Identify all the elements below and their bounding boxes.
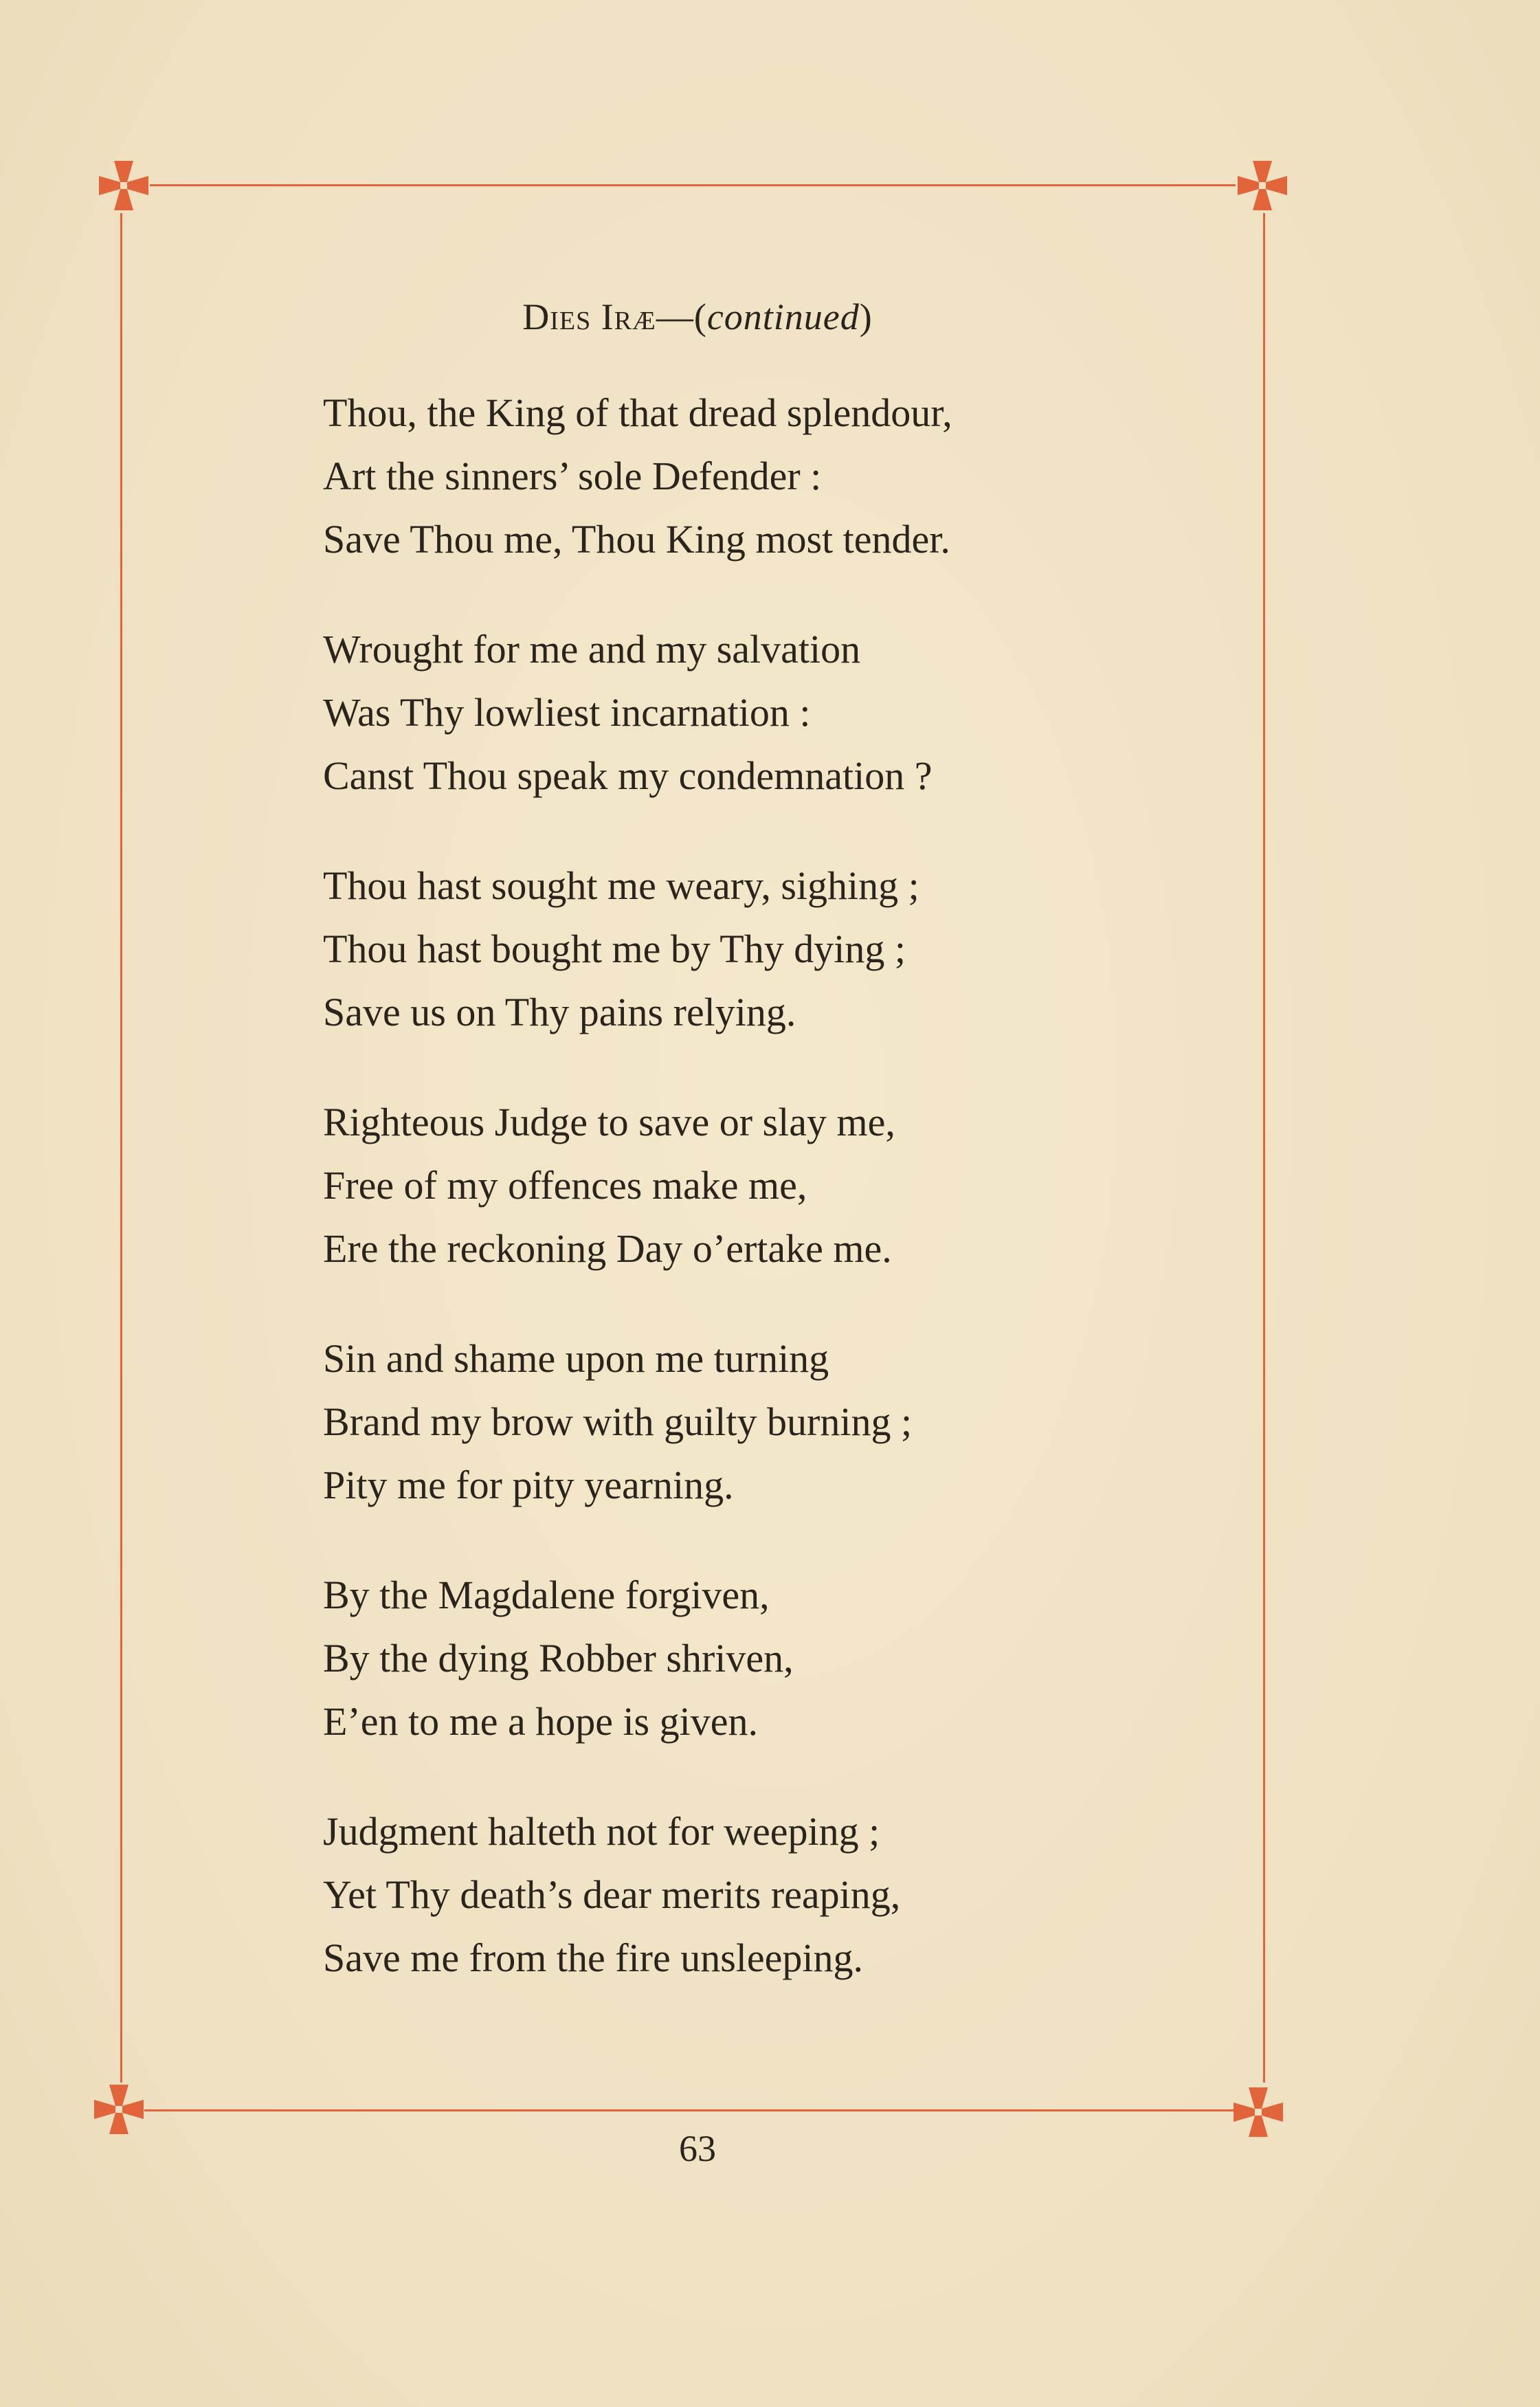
poem-line: Thou hast sought me weary, sighing ; bbox=[323, 863, 919, 908]
poem-line: Save me from the fire unsleeping. bbox=[323, 1935, 863, 1980]
poem-line: Thou hast bought me by Thy dying ; bbox=[323, 927, 906, 971]
poem-line: Righteous Judge to save or slay me, bbox=[323, 1100, 895, 1144]
maltese-cross-icon bbox=[1235, 158, 1290, 213]
stanza bbox=[323, 1091, 1216, 1280]
stanza bbox=[323, 1564, 1216, 1753]
heading-dash: —( bbox=[656, 296, 707, 337]
poem-line: Free of my offences make me, bbox=[323, 1163, 807, 1208]
poem-line: Save Thou me, Thou King most tender. bbox=[323, 517, 950, 562]
poem-line: Sin and shame upon me turning bbox=[323, 1336, 829, 1381]
heading-title: Dies Iræ bbox=[522, 296, 656, 337]
stanza bbox=[323, 381, 1216, 571]
frame-rule-top bbox=[150, 184, 1236, 186]
stanza bbox=[323, 854, 1216, 1044]
frame-rule-left bbox=[120, 213, 122, 2083]
poem-heading bbox=[0, 296, 1395, 338]
heading-close: ) bbox=[859, 296, 873, 337]
poem-line: Thou, the King of that dread splendour, bbox=[323, 390, 952, 435]
poem-line: Art the sinners’ sole Defender : bbox=[323, 454, 822, 498]
maltese-cross-icon bbox=[96, 158, 151, 213]
stanza bbox=[323, 1800, 1216, 1990]
poem-line: Pity me for pity yearning. bbox=[323, 1463, 734, 1507]
frame-rule-bottom bbox=[144, 2109, 1237, 2111]
poem-line: Ere the reckoning Day o’ertake me. bbox=[323, 1226, 892, 1271]
poem-line: E’en to me a hope is given. bbox=[323, 1699, 758, 1744]
poem-line: Canst Thou speak my condemnation ? bbox=[323, 753, 933, 798]
page-number: 63 bbox=[679, 2128, 716, 2169]
poem-line: Brand my brow with guilty burning ; bbox=[323, 1399, 913, 1444]
stanza bbox=[323, 618, 1216, 808]
frame-rule-right bbox=[1263, 213, 1265, 2083]
poem-line: Save us on Thy pains relying. bbox=[323, 990, 796, 1034]
poem-line: By the Magdalene forgiven, bbox=[323, 1573, 770, 1617]
poem-line: By the dying Robber shriven, bbox=[323, 1636, 794, 1681]
poem-line: Was Thy lowliest incarnation : bbox=[323, 690, 811, 735]
poem-line: Wrought for me and my salvation bbox=[323, 627, 861, 672]
stanza bbox=[323, 1327, 1216, 1517]
heading-continued: continued bbox=[706, 296, 860, 337]
poem-line: Judgment halteth not for weeping ; bbox=[323, 1809, 880, 1854]
poem-body bbox=[323, 381, 1216, 2037]
poem-line: Yet Thy death’s dear merits reaping, bbox=[323, 1872, 901, 1917]
